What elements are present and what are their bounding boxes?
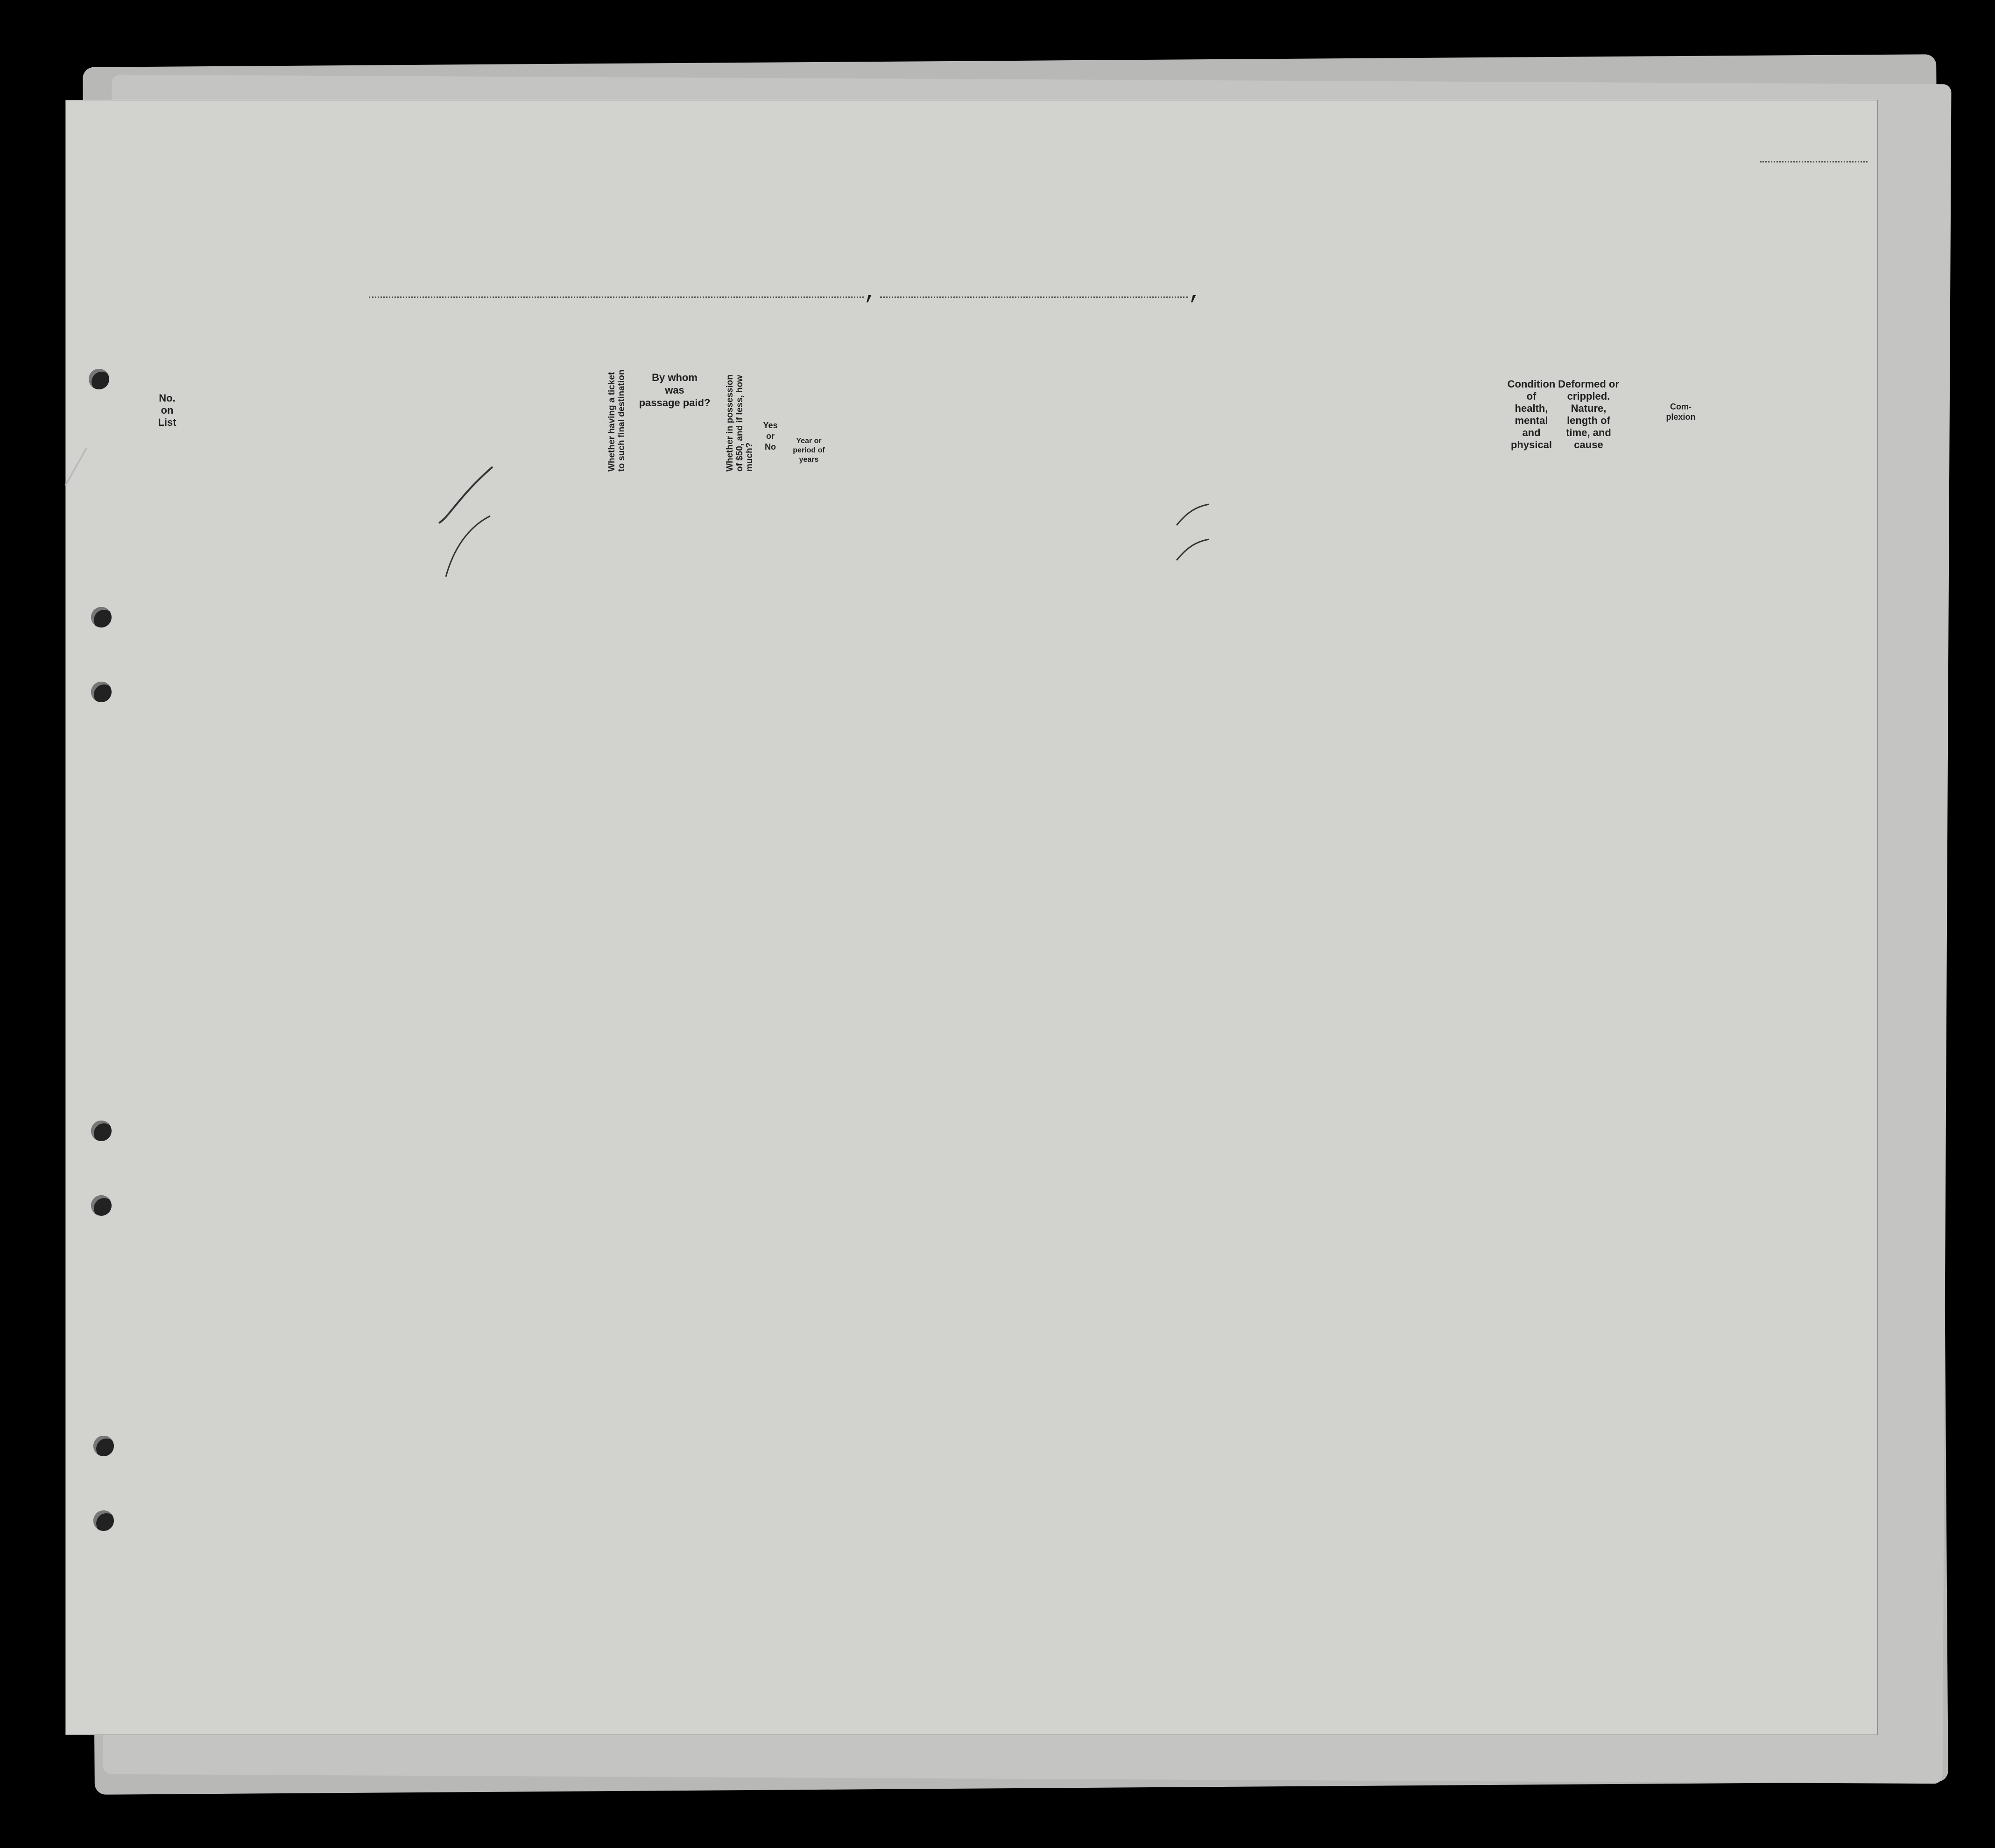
comma: , [864,280,877,305]
header-deformed: Deformed or crippled. Nature, length of time, and cause [1558,378,1619,451]
header-yes-or-no: Yes or No [763,421,778,451]
header-years: Year or period of years [793,437,825,464]
header-money: Whether in possession of $50, and if less, how much? [725,374,754,472]
header-no-on-list: No. on List [158,392,176,428]
header-ticket: Whether having a ticket to such final destination [607,369,627,472]
header-passage-paid: By whom was passage paid? [639,372,711,409]
header-condition: Condition of health, mental and physical [1507,378,1556,451]
header-complexion: Com- plexion [1666,402,1696,422]
comma: , [1188,280,1202,305]
